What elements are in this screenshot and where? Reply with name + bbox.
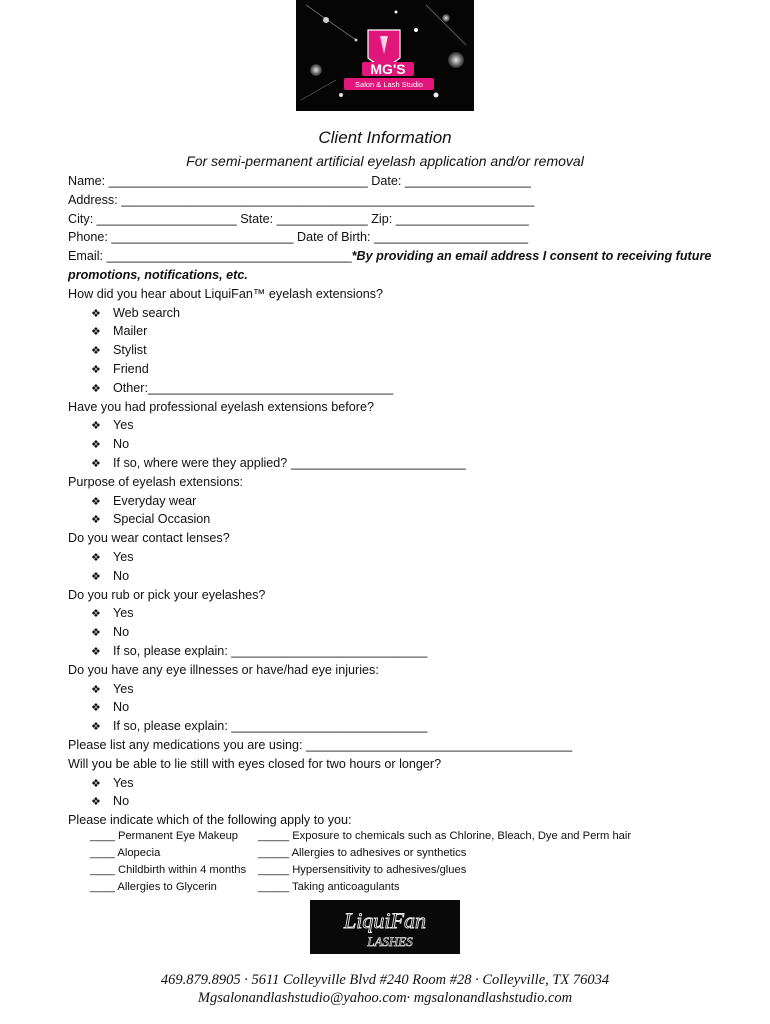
question-conditions: Please indicate which of the following apply to you: bbox=[68, 813, 352, 828]
email-consent: *By providing an email address I consent to receiving future bbox=[351, 249, 712, 264]
purpose-options bbox=[68, 492, 748, 530]
option-label: If so, where were they applied? _________________________ bbox=[113, 455, 466, 470]
medications-field[interactable]: Please list any medications you are using: ______________________________________ bbox=[68, 737, 573, 752]
client-form bbox=[68, 172, 748, 830]
option-label: Yes bbox=[113, 549, 134, 564]
option-item[interactable] bbox=[68, 341, 748, 360]
option-label: No bbox=[113, 794, 130, 809]
option-item[interactable] bbox=[68, 792, 748, 811]
option-item[interactable] bbox=[68, 680, 748, 699]
option-label: Mailer bbox=[113, 324, 148, 339]
bullet-icon: ❖ bbox=[91, 307, 101, 320]
option-item[interactable] bbox=[68, 454, 748, 473]
condition-item[interactable]: _____ Exposure to chemicals such as Chlorine, Bleach, Dye and Perm hair bbox=[258, 830, 632, 842]
question-rub-pick: Do you rub or pick your eyelashes? bbox=[68, 587, 266, 602]
bullet-icon: ❖ bbox=[91, 645, 101, 658]
option-label: Friend bbox=[113, 361, 149, 376]
option-label: If so, please explain: ____________________________ bbox=[113, 719, 428, 734]
condition-item[interactable]: _____ Allergies to adhesives or synthetics bbox=[258, 847, 467, 859]
eye-illness-options bbox=[68, 680, 748, 736]
option-item[interactable] bbox=[68, 304, 748, 323]
option-item[interactable] bbox=[68, 642, 748, 661]
option-item[interactable] bbox=[68, 567, 748, 586]
condition-row bbox=[90, 862, 631, 879]
prior-extensions-options bbox=[68, 416, 748, 472]
bullet-icon: ❖ bbox=[91, 721, 101, 734]
condition-item[interactable]: _____ Hypersensitivity to adhesives/glues bbox=[258, 864, 467, 876]
page-subtitle: For semi-permanent artificial eyelash application and/or removal bbox=[186, 153, 584, 169]
question-purpose: Purpose of eyelash extensions: bbox=[68, 474, 244, 489]
bullet-icon: ❖ bbox=[91, 326, 101, 339]
option-item[interactable] bbox=[68, 717, 748, 736]
option-label: Everyday wear bbox=[113, 493, 197, 508]
option-label: No bbox=[113, 568, 130, 583]
liquifan-logo bbox=[310, 900, 460, 954]
name-date-field[interactable]: Name: _____________________________________ Date: __________________ bbox=[68, 174, 531, 188]
bullet-icon: ❖ bbox=[91, 363, 101, 376]
bullet-icon: ❖ bbox=[91, 627, 101, 640]
salon-logo bbox=[296, 0, 474, 111]
liquifan-logo-text: LiquiFan bbox=[344, 908, 426, 933]
question-lie-still: Will you be able to lie still with eyes closed for two hours or longer? bbox=[68, 756, 442, 771]
logo-subtext: Salon & Lash Studio bbox=[355, 80, 423, 89]
bullet-icon: ❖ bbox=[91, 683, 101, 696]
bullet-icon: ❖ bbox=[91, 570, 101, 583]
option-item[interactable] bbox=[68, 492, 748, 511]
option-label: No bbox=[113, 700, 130, 715]
option-label: If so, please explain: ____________________________ bbox=[113, 643, 428, 658]
city-state-zip-field[interactable]: City: ____________________ State: _____________ Zip: ___________________ bbox=[68, 211, 529, 226]
condition-item[interactable]: _____ Taking anticoagulants bbox=[258, 881, 400, 893]
lie-still-options bbox=[68, 774, 748, 812]
condition-row bbox=[90, 845, 631, 862]
condition-row bbox=[90, 879, 631, 896]
page-title: Client Information bbox=[318, 128, 452, 147]
option-label: Web search bbox=[113, 305, 180, 320]
condition-item[interactable]: ____ Permanent Eye Makeup bbox=[90, 830, 239, 842]
rub-pick-options bbox=[68, 604, 748, 660]
bullet-icon: ❖ bbox=[91, 514, 101, 527]
option-item[interactable] bbox=[68, 604, 748, 623]
referral-options bbox=[68, 304, 748, 398]
option-item[interactable] bbox=[68, 322, 748, 341]
logo-text: MG'S bbox=[370, 61, 406, 77]
bullet-icon: ❖ bbox=[91, 420, 101, 433]
option-item[interactable] bbox=[68, 360, 748, 379]
option-item[interactable] bbox=[68, 623, 748, 642]
option-item[interactable] bbox=[68, 774, 748, 793]
footer-address: 469.879.8905 · 5611 Colleyville Blvd #240 Room #28 · Colleyville, TX 76034 bbox=[160, 972, 610, 988]
option-item[interactable] bbox=[68, 548, 748, 567]
liquifan-logo-subtext: LASHES bbox=[367, 934, 413, 949]
question-contacts: Do you wear contact lenses? bbox=[68, 531, 230, 546]
condition-item[interactable]: ____ Allergies to Glycerin bbox=[90, 881, 217, 893]
bullet-icon: ❖ bbox=[91, 382, 101, 395]
option-label: Special Occasion bbox=[113, 512, 211, 527]
option-label: No bbox=[113, 625, 130, 640]
option-label: Yes bbox=[113, 681, 134, 696]
condition-item[interactable]: ____ Alopecia bbox=[90, 847, 161, 859]
email-consent-cont: promotions, notifications, etc. bbox=[68, 267, 248, 282]
email-line bbox=[68, 247, 748, 266]
bullet-icon: ❖ bbox=[91, 702, 101, 715]
question-eye-illness: Do you have any eye illnesses or have/had eye injuries: bbox=[68, 662, 379, 677]
address-field[interactable]: Address: ___________________________________________________________ bbox=[68, 192, 535, 207]
option-label: Yes bbox=[113, 418, 134, 433]
condition-row bbox=[90, 828, 631, 845]
option-item[interactable] bbox=[68, 379, 748, 398]
option-label: Yes bbox=[113, 606, 134, 621]
contacts-options bbox=[68, 548, 748, 586]
option-item[interactable] bbox=[68, 416, 748, 435]
option-label: Stylist bbox=[113, 343, 147, 358]
bullet-icon: ❖ bbox=[91, 608, 101, 621]
bullet-icon: ❖ bbox=[91, 495, 101, 508]
bullet-icon: ❖ bbox=[91, 345, 101, 358]
question-prior-extensions: Have you had professional eyelash extensions before? bbox=[68, 399, 374, 414]
option-label: Other:___________________________________ bbox=[113, 380, 394, 395]
bullet-icon: ❖ bbox=[91, 551, 101, 564]
condition-item[interactable]: ____ Childbirth within 4 months bbox=[90, 864, 247, 876]
option-label: No bbox=[113, 437, 130, 452]
option-item[interactable] bbox=[68, 435, 748, 454]
bullet-icon: ❖ bbox=[91, 777, 101, 790]
conditions-grid bbox=[90, 828, 631, 896]
phone-dob-field[interactable]: Phone: __________________________ Date of Birth: ______________________ bbox=[68, 230, 529, 245]
option-label: Yes bbox=[113, 775, 134, 790]
bullet-icon: ❖ bbox=[91, 796, 101, 809]
option-item[interactable] bbox=[68, 510, 748, 529]
question-referral: How did you hear about LiquiFan™ eyelash extensions? bbox=[68, 286, 384, 301]
bullet-icon: ❖ bbox=[91, 457, 101, 470]
bullet-icon: ❖ bbox=[91, 439, 101, 452]
email-field[interactable]: Email: ___________________________________ bbox=[68, 249, 352, 264]
option-item[interactable] bbox=[68, 698, 748, 717]
footer-contact: Mgsalonandlashstudio@yahoo.com· mgsalonandlashstudio.com bbox=[197, 990, 573, 1006]
